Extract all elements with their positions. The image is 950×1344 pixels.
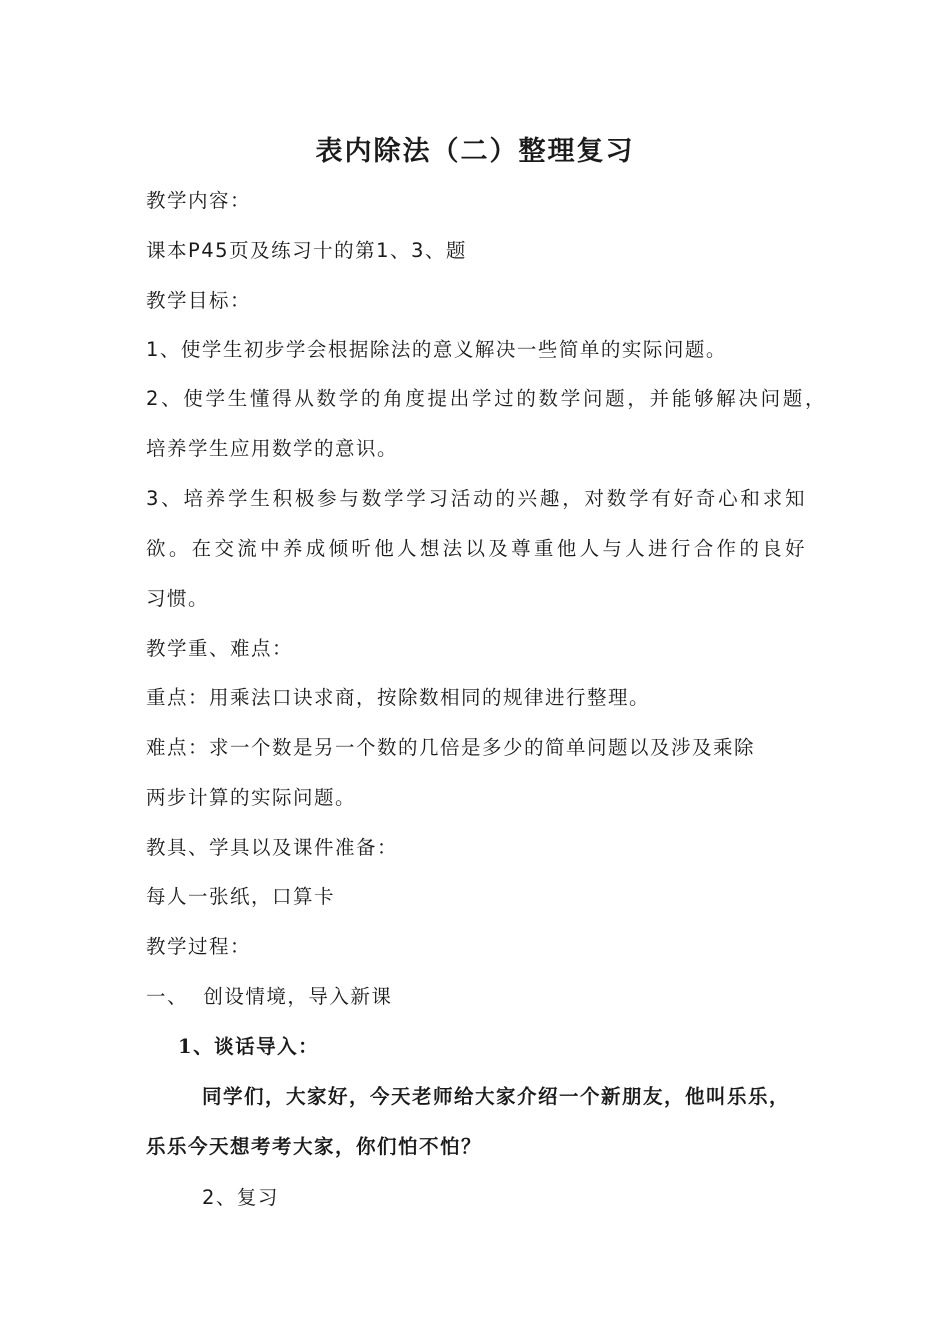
- section-heading-goals: 教学目标：: [146, 289, 252, 312]
- text-line: 每人一张纸，口算卡: [146, 885, 336, 908]
- text-line: 乐乐今天想考考大家，你们怕不怕？: [146, 1135, 483, 1158]
- text-line: 2、使学生懂得从数学的角度提出学过的数学问题，并能够解决问题，: [146, 387, 826, 410]
- document-title: 表内除法（二）整理复习: [315, 136, 635, 167]
- text-line: 课本P45页及练习十的第1、3、题: [146, 239, 467, 262]
- text-line: 重点：用乘法口诀求商，按除数相同的规律进行整理。: [146, 686, 651, 709]
- text-line: 同学们，大家好，今天老师给大家介绍一个新朋友，他叫乐乐，: [202, 1085, 791, 1108]
- text-line: 3、培养学生积极参与数学学习活动的兴趣，对数学有好奇心和求知: [146, 487, 806, 510]
- text-line: 培养学生应用数学的意识。: [146, 437, 399, 460]
- text-line: 欲。在交流中养成倾听他人想法以及尊重他人与人进行合作的良好: [146, 537, 806, 560]
- section-heading-materials: 教具、学具以及课件准备：: [146, 836, 399, 859]
- text-line: 习惯。: [146, 587, 210, 610]
- section-heading-process: 教学过程：: [146, 935, 252, 958]
- section-heading-key-points: 教学重、难点：: [146, 637, 294, 660]
- subheading-review: 2、复习: [202, 1186, 279, 1209]
- text-line: 1、使学生初步学会根据除法的意义解决一些简单的实际问题。: [146, 338, 727, 361]
- text-line: 难点：求一个数是另一个数的几倍是多少的简单问题以及涉及乘除: [146, 736, 756, 759]
- text-line: 一、 创设情境，导入新课: [146, 985, 393, 1008]
- text-line: 两步计算的实际问题。: [146, 786, 357, 809]
- section-heading-content: 教学内容：: [146, 189, 252, 212]
- subheading-intro: 1、谈话导入：: [178, 1035, 320, 1058]
